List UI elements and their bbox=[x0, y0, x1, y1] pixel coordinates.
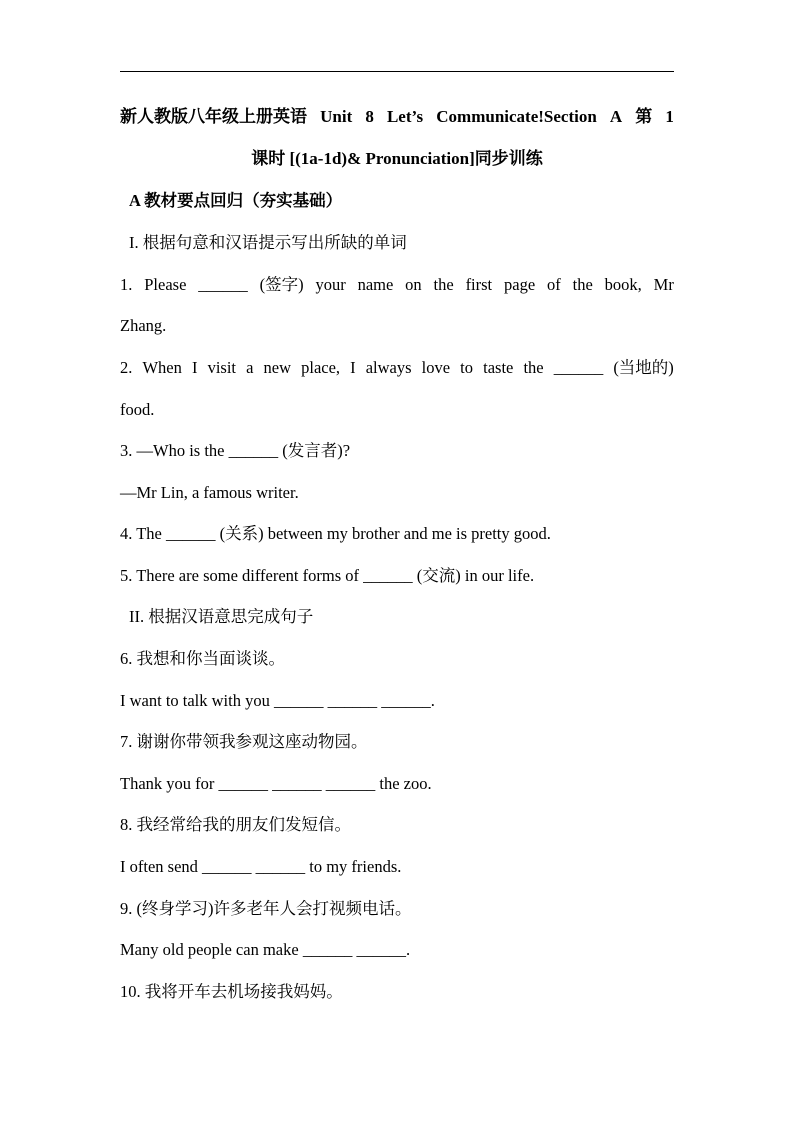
answer-blank: ______ bbox=[198, 275, 248, 294]
word: I bbox=[191, 358, 198, 377]
part-2-heading: II. 根据汉语意思完成句子 bbox=[129, 607, 314, 626]
title-word: Let’s bbox=[386, 107, 424, 126]
word: page bbox=[504, 275, 536, 294]
word: taste bbox=[483, 358, 514, 377]
part-1-heading: I. 根据句意和汉语提示写出所缺的单词 bbox=[129, 233, 407, 252]
question-2-line-2: food. bbox=[120, 400, 155, 419]
word: Please bbox=[144, 275, 187, 294]
header-rule bbox=[120, 71, 674, 72]
question-10-chinese: 10. 我将开车去机场接我妈妈。 bbox=[120, 982, 343, 1001]
word: new bbox=[263, 358, 292, 377]
title-word: Communicate!Section bbox=[436, 107, 597, 126]
question-9-chinese: 9. (终身学习)许多老年人会打视频电话。 bbox=[120, 899, 412, 918]
chinese-hint: (签字) bbox=[259, 275, 304, 294]
word: I bbox=[350, 358, 356, 377]
title-word: 8 bbox=[365, 107, 374, 126]
title-word: 第 bbox=[635, 107, 653, 126]
word: 1. bbox=[120, 275, 133, 294]
title-word: Unit bbox=[320, 107, 353, 126]
title-word: 新人教版八年级上册英语 bbox=[120, 107, 307, 126]
document-title-line-1 bbox=[120, 107, 674, 127]
question-4: 4. The ______ (关系) between my brother and me is pretty good. bbox=[120, 524, 551, 543]
question-3-line-2: —Mr Lin, a famous writer. bbox=[120, 483, 299, 502]
question-9-english: Many old people can make ______ ______. bbox=[120, 940, 411, 959]
word: book, bbox=[604, 275, 642, 294]
question-5: 5. There are some different forms of ______ (交流) in our life. bbox=[120, 566, 535, 585]
question-1-line-2: Zhang. bbox=[120, 316, 167, 335]
word: name bbox=[357, 275, 394, 294]
title-word: 1 bbox=[665, 107, 674, 126]
document-title-line-2: 课时 [(1a-1d)& Pronunciation]同步训练 bbox=[251, 149, 543, 168]
word: love bbox=[421, 358, 451, 377]
word: 2. bbox=[120, 358, 133, 377]
question-7-chinese: 7. 谢谢你带领我参观这座动物园。 bbox=[120, 732, 368, 751]
word: When bbox=[142, 358, 182, 377]
word: the bbox=[523, 358, 544, 377]
question-8-english: I often send ______ ______ to my friends. bbox=[120, 857, 402, 876]
word: the bbox=[572, 275, 593, 294]
section-a-heading: A 教材要点回归（夯实基础） bbox=[129, 191, 343, 210]
question-7-english: Thank you for ______ ______ ______ the zoo. bbox=[120, 774, 432, 793]
word: place, bbox=[301, 358, 341, 377]
word: to bbox=[460, 358, 474, 377]
question-3-line-1: 3. —Who is the ______ (发言者)? bbox=[120, 441, 351, 460]
word: a bbox=[246, 358, 254, 377]
question-6-english: I want to talk with you ______ ______ ______. bbox=[120, 691, 435, 710]
question-2-line-1 bbox=[120, 358, 674, 378]
word: of bbox=[547, 275, 561, 294]
word: first bbox=[465, 275, 493, 294]
chinese-hint: (当地的) bbox=[613, 358, 674, 377]
word: on bbox=[405, 275, 422, 294]
word: always bbox=[365, 358, 412, 377]
question-1-line-1 bbox=[120, 275, 674, 295]
word: the bbox=[433, 275, 454, 294]
question-6-chinese: 6. 我想和你当面谈谈。 bbox=[120, 649, 285, 668]
word: your bbox=[315, 275, 346, 294]
title-word: A bbox=[609, 107, 623, 126]
answer-blank: ______ bbox=[553, 358, 604, 377]
word: visit bbox=[207, 358, 236, 377]
word: Mr bbox=[653, 275, 674, 294]
question-8-chinese: 8. 我经常给我的朋友们发短信。 bbox=[120, 815, 351, 834]
